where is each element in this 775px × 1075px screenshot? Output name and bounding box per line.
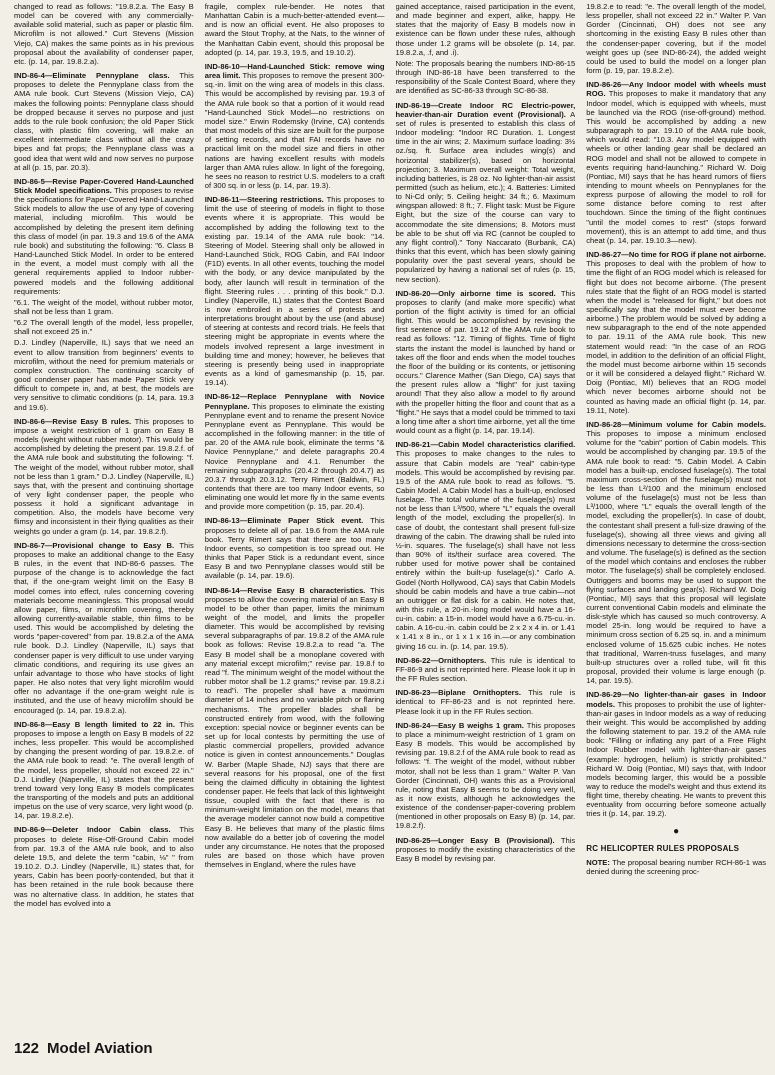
body-paragraph: Note: The proposals bearing the numbers IND-86-15 through IND-86-18 have been transferred to the responsibility of the Scale Contest Board, where they are identified as SC-86-33 through SC-86-38. (395, 58, 576, 96)
proposal-title: IND-86-25—Longer Easy B (Provisional). (395, 835, 555, 845)
proposal-title: IND-86-12—Replace Pennyplane with Novice Pennyplane. (204, 392, 385, 411)
proposal-paragraph (205, 392, 385, 511)
proposal-body: This proposes to limit the use of steering of models in flight to those events where it is appropriate. This would be accomplished by adding the following text to the existing par. 19.14 of the AMA rule book: "14. Steering of Model. Steering shall only be allowed in Hand-Launched Stick, ROG Cabin, and FAI Indoor (F1D) events. In all other events, touching the model with the body, or any device manipulated by the body, after launch will result in termination of the flight. Steering rules . . . printing of this book." D.J. Lindley (Naperville, IL) states that the Contest Board is now embroiled in a series of protests and interpretations brought about by the use (and abuse) of steering at contests and record trials. He feels that steering might be appropriate in events where the models involved represent a large investment in building time and money; however, he believes that steering is presently being used in inappropriate events as a kind of gamesmanship (p. 15, par. 19.14). (204, 195, 385, 388)
proposal-body: This proposes to make changes to the rules to assure that Cabin models are "real" cabin-type models. This would be accomplished by revising par. 19.5 of the AMA rule book to read as follows. "5. Cabin Model. A Cabin Model has a built-up, enclosed fuselage. The total volume of the fuselage(s) must not be less than L³/500, where "L" equals the overall length of the model, excluding the propeller(s). In case of doubt, the contestant shall present full-size drawing of the cabin. The drawing shall be ruled into ½-in. squares. The fuselage(s) shall have not less than 90% of its/their surface area covered. The rubber used for motive power shall be contained entirely within the built-up fuselage(s)." Carlo A. Godel (North Hollywood, CA) says that Cabin Models should be cabin models and have a true cabin—not an outrigger or flat disk for a cabin. He notes that, with this rule, a 20-in.-long model would have a 16-cu-in. cabin: a 15-in. model would have a 6.75-cu.-in. cabin. A 16-cu.-in. cabin could be 2 x 2 x 4 in. or 1.41 x 1.41 x 8 in., or 1 x 1 x 16 in.—or any combination giving 16 cu. in. (p. 14, par. 19.5). (395, 449, 576, 651)
proposal-paragraph (586, 690, 766, 818)
proposal-title: IND-86-9—Deleter Indoor Cabin class. (14, 825, 171, 835)
proposal-paragraph (396, 101, 576, 284)
proposal-body: This proposes to delete the Pennyplane class from the AMA rule book. Curt Stevens (Mission Viejo, CA) makes the following points: Pennyplane class should be dropped because it serves no purpose and just adds to the rule book confusion; the old Paper Stick class, with plastic film covering, will make an excellent intermediate class without all the crazy bipes and fat props; the Pennyplane class was a good idea that went wild and now serves no purpose at all (p. 15, par. 20.3). (14, 71, 194, 172)
proposal-paragraph (205, 516, 385, 580)
proposal-title: IND-86-27—No time for ROG if plane not airborne. (586, 250, 766, 260)
proposal-title: IND-86-10—Hand-Launched Stick: remove wing area limit. (204, 61, 385, 81)
body-paragraph: gained acceptance, raised participation in the event, and made beginner and expert, alike, happy. He states that the majority of Easy B models now in existence can be flown under these rules, although those under 1.2 grams will be obsolete (p. 14, par. 19.8.2.a, .f, and .i). (395, 2, 576, 57)
proposal-paragraph (14, 825, 194, 907)
body-paragraph: D.J. Lindley (Naperville, IL) says that we need an event to allow transition from beginners' events to microfilm, without the need for premium materials or complex construction. The continuing scarcity of good condenser paper has made Paper Stick very difficult to compete in, and, at best, the models are very sensitive to climatic conditions (p. 14, para. 19.3 and 19.6). (14, 338, 194, 412)
proposal-body: This proposes to delete all of par. 19.6 from the AMA rule book. Terry Rimert says that there are too many Indoor events, so competition is too spread out. He thinks that Paper Stick is a redundant event, since Easy B and two Pennyplane classes would still be available (p. 14, par. 19.6). (204, 516, 385, 581)
proposal-paragraph (205, 62, 385, 190)
proposal-title: IND-86-28—Minimum volume for Cabin models. (586, 419, 766, 429)
proposal-title: IND-86-14—Revise Easy B characteristics. (204, 585, 366, 595)
proposal-paragraph (396, 688, 576, 715)
page-number: 122 (14, 1039, 40, 1057)
proposal-body: This rule is identical to FF-86-9 and is not reprinted here. Please look it up in the FF Rules section. (395, 655, 576, 684)
section-separator-bullet: ● (673, 825, 680, 837)
proposal-title: IND-86-24—Easy B weighs 1 gram. (395, 720, 524, 730)
body-paragraph: "6.2 The overall length of the model, less propeller, shall not exceed 25 in." (14, 318, 194, 337)
proposal-paragraph (14, 417, 194, 536)
proposal-title: IND-86-5—Revise Paper-Covered Hand-Launched Stick Model specifications. (14, 176, 194, 195)
proposal-paragraph (396, 721, 576, 831)
proposal-body: This proposes to prohibit the use of lighter-than-air gases in Indoor models as a way of reducing their weight. This would be accomplished by adding the following statement to par. 19.2 of the AMA rule book: "Filling or inflating any part of a Free Flight Indoor Rubber model with lighter-than-air gases (example: hydrogen, helium) is strictly prohibited." Richard W. Doig (Pontiac, MI) says that, with Indoor models becoming larger, this would be a possible way to reduce the model's weight and thus extend its flight time, thereby cheating. He wants to prevent this eventuality from occurring before someone actually tries it (p. 14, par. 19.2). (586, 699, 766, 819)
proposal-body: This proposes to deal with the problem of how to time the flight of an ROG model which is released for flight but does not become airborne. (The present rules state that the flight of an ROG model is started when the model is "released for flight," but does not specifically say that the model must ever become airborne.) The problem would be solved by adding a new subparagraph to the end of the note appended to par. 19.11 of the AMA rule book. This new statement would read: "In the case of an ROG model, in addition to the definition of an official Flight, the model must become airborne within 15 seconds or it will be considered a delayed flight." Richard W. Doig (Pontiac, MI) believes that an ROG model which never becomes airborne should not be counted as having made an official flight (p. 14, par. 19.11, Note). (586, 259, 766, 415)
proposal-paragraph (14, 71, 194, 172)
proposal-title: IND-86-29—No lighter-than-air gases in Indoor models. (586, 690, 766, 709)
proposal-paragraph (586, 250, 766, 415)
proposal-body: This proposes to impose a length on Easy B models of 22 inches, less propeller. This would be accomplished by changing the present wording of par. 19.8.2.e. of the AMA rule book to read: "e. The overall length of the model, less propeller, should not exceed 22 in." D.J. Lindley (Naperville, IL) states that the present trend toward very long Easy B models complicates the transporting of the models and puts an additional impetus on the use of very scarce, very light wood (p. 14, par. 19.8.2.e). (14, 719, 194, 821)
proposal-body: This rule is identical to FF-86-23 and is not reprinted here. Please look it up in the FF Rules section. (395, 688, 576, 716)
proposal-title: IND-86-13—Eliminate Paper Stick event. (204, 516, 364, 526)
proposal-paragraph (396, 656, 576, 683)
proposal-body: This proposes to make an additional change to the Easy B rules, in the event that IND-86-6 passes. The purpose of the change is to acknowledge the fact that, if the one-gram weight limit on the Easy B model comes into effect, rules concerning covering materials become meaningless. This proposal would allow paper, films, or microfilm covering, thereby allowing currently-available stable, thin films to be used. This would be accomplished by deleting the words "paper-covered" from par. 19.8.2.a of the AMA rule book. D.J. Lindley (Naperville, IL) says that condenser paper is very difficult to use under varying climatic conditions, and requiring its use gives an unfair advantage to those who have stocks of light paper. He also notes that very light microfilm would offer no advantage if the one-gram weight rule is instituted, and the use of heavy microfilm should be encouraged (p. 14, par. 19.8.2.a). (14, 540, 194, 715)
proposal-paragraph (205, 195, 385, 387)
proposal-title: NOTE: (586, 857, 610, 867)
proposal-paragraph (586, 858, 766, 876)
proposal-title: IND-86-19—Create Indoor RC Electric-power, heavier-than-air Duration event (Provisional). (395, 100, 576, 119)
proposal-body: This proposes to clarify (and make more specific) what portion of the flight activity is timed for an official flight. This would be accomplished by revising the first sentence of par. 19.12 of the AMA rule book to read as follows: "12. Timing of flights. Time of flight starts the instant the model is launched by hand or takes off the floor and ends when the model touches the floor of the building or its contents, or jettisoning occurs." Clarence Mather (San Diego, CA) says that the present rules allow a "flight" for just taxiing around! That they also allow a model to fly around with the propeller hitting the floor and count that as a "flight." He says that a model could be trimmed to taxi a long time after a short time airborne, yet all the time would count as a flight (p. 14, par. 19.14). (395, 288, 576, 436)
body-paragraph: "6.1. The weight of the model, without rubber motor, shall not be less than 1 gram. (14, 297, 194, 316)
page-footer (14, 1036, 766, 1060)
article-page (14, 2, 766, 1036)
proposal-body: This proposes to revise the specifications for Paper-Covered Hand-Launched Stick models to allow the use of any type of covering material, including microfilm. This would be accomplished by deleting the present item defining this class of model (in par. 19.3 and 19.6 of the AMA rule book) and substituting the following: "6. Class B Hand-Launched Stick Model. In order to be entered in the event, a model must comply with all the general requirements applied to Indoor rubber-powered models and the following additional requirements: (14, 185, 194, 296)
proposal-body: This proposes to eliminate the existing Pennyplane event and to rename the present Novice Pennyplane event as Pennyplane. This would be accomplished in the following manner: in the title of par. 20 of the AMA rule book, eliminate the terms "& Novice Pennyplane," and delete paragraphs 20.4 Novice Pennyplane and 4.1. Renumber the remaining subparagraphs (20.4.2 through 20.4.7) as 20.3.7 through 20.3.12. Terry Rimert (Baldwin, FL) contends that there are too many Indoor events, so eliminating one would let more fly in the same events and provide more competition (p. 15, par. 20.4). (204, 401, 385, 512)
proposal-paragraph (205, 586, 385, 870)
proposal-body: This proposes to impose a minimum enclosed volume for the "cabin" portion of Cabin models. This would be accomplished by changing par. 19.5 of the AMA rule book to read: "5. Cabin Model. A Cabin model has a built-up, enclosed fuselage(s). The total maximum cross-section of the fuselage(s) must not be less than L²/100 and the minimum enclosed volume of the fuselage(s) must not be less than L³/1000, where "L" equals the overall length of the model, excluding the propeller(s). In case of doubt, the contestant shall present a full-size drawing of the fuselage(s), showing all three views and giving all dimensions necessary to determine the cross-section and volume. The fuselage(s) is defined as the section of the model which contains and encloses the rubber motor. The fuselage(s) shall be completely enclosed. Outriggers and booms may be used to support the flying surfaces and landing gear(s). Richard W. Doig (Pontiac, MI) says that this proposal will legislate current conventional Cabin models and eliminate the disk-style which has caused so much controversy. A model 25-in. long would be required to have a minimum cross section of 6.25 sq. in. and a minimum enclosed volume of 15.625 cubic inches. He notes that traditional, Warren-truss fuselages, and many built-up structures over a rolled tube, will fit this proposal, provided their volume is large enough (p. 14, par. 19.5). (586, 429, 766, 686)
text-column-3 (396, 2, 576, 1036)
proposal-paragraph (586, 80, 766, 245)
proposal-body: This proposes to impose a weight restriction of 1 gram on Easy B models (weight without rubber motor). This would be accomplished by deleting the present par. 19.8.2.f. of the AMA rule book and substituting the following: "f. The weight of the model, without rubber motor, shall not be less than 1 gram." D.J. Lindley (Naperville, IL) says that, with the present and continuing shortage of very light condenser paper, the people who possess it hold a significant advantage in competition. Also, the models have become very flimsy and inconsistent in their flying qualities as their weights go under a gram (p. 14, par. 19.8.2.f). (14, 416, 194, 536)
text-column-1 (14, 2, 194, 1036)
proposal-paragraph (14, 541, 194, 715)
proposal-paragraph (586, 420, 766, 686)
proposal-paragraph (14, 720, 194, 821)
proposal-body: This proposes to delete Rise-Off-Ground Cabin model from par. 19.3 of the AMA rule book, and to also delete 19.5, and delete the term "cabin, ⅛" " from 19.10.2. D.J. Lindley (Naperville, IL) states that, for years, Cabin has been poorly-contended, but that it has been retained in the rule book because there was no alternative class. In addition, he states that the model has evolved into a (14, 825, 194, 908)
proposal-body: This proposes to place a minimum-weight restriction of 1 gram on Easy B models. This would be accomplished by revising par. 19.8.2.f of the AMA rule book to read as follows: "f. The weight of the model, without rubber motor, shall not be less than 1 gram." Walter P. Van Gorder (Cincinnati, OH) wants this as a Provisional rule, noting that Easy B seems to be doing very well, as it now exists, although he acknowledges the existence of the condenser-paper-covering problem (mentioned in other proposals on Easy B) (p. 14, par. 19.8.2.f). (395, 720, 576, 831)
publication-name: Model Aviation (47, 1039, 153, 1057)
text-column-4 (586, 2, 766, 1036)
section-heading: RC HELICOPTER RULES PROPOSALS (586, 843, 740, 853)
proposal-paragraph (396, 836, 576, 863)
proposal-body: This proposes to allow the covering material of an Easy B model to be other than paper, limits the minimum weight of the model, and limits the propeller diameter. This would be accomplished by revising several subparagraphs of par. 19.8.2 of the AMA rule book as follows: Revise 19.8.2.a to read "a. The Easy B model shall be a monoplane covered with any material except microfilm;" revise par. 19.8.f to read "f. The minimum weight of the model without the rubber motor shall be 1.2 grams;" revise par. 19.8.2.i to read"i. The propeller shall have a maximum diameter of 14 inches and no variable pitch or flaring mechanisms. The propeller blades shall be constructed entirely from wood, with the following exception: special novice or beginner events can be set up for local contests by permitting the use of plastic commercial propellers, provided advance notice is given in contest announcements." Douglas W. Barber (Maple Shade, NJ) says that there are several reasons for his proposal, one of the first being the claimed difficulty in obtaining the lightest condenser paper. He feels that lack of this lightweight tissue, coupled with the fact that there is no minimum-weight limitation on the model, means that the average modeler cannot now build a competitive Easy B. He believes that many of the plastic films now available do a better job of covering the model under any circumstance. He notes that the proposed rules are based on those which have proven themselves in England, where the rules have (204, 585, 385, 870)
proposal-title: IND-86-22—Ornithopters. (395, 655, 487, 665)
proposal-body: This proposes to make it mandatory that any Indoor model, which is equipped with wheels, must be launched via the ROG (rise-off-ground) method. This would be accomplished by adding a new subparagraph to par. 19.10 of the AMA rule book, which would read: "10.3. Any model equipped with wheels or other landing gear shall be declared an ROG model and shall not be allowed to compete in events requiring hand-launching." Richard W. Doig (Pontiac, MI) says that he has heard rumors of fliers intending to mount wheels on Pennyplanes for the express purpose of allowing the model to roll for some distance before coming to rest after touchdown. Since the timing of the flight continues "until the model comes to rest" (stops forward movement), this is an attempt to add time, and thus cheat (p. 14, par. 19.10.3—new). (586, 89, 766, 245)
proposal-body: A set of rules is presented to establish this class of Indoor modeling: "Indoor RC Duration. 1. Longest time in the air wins; 2. Maximum surface loading: 3½ oz./sq. ft. Surface area includes wing(s) and horizontal stabilizer(s), based on horizontal projection; 3. Maximum overall weight: Total weight, including batteries, is 28 oz. No lighter-than-air assist permitted (such as helium, etc.); 4. Batteries: Limited to Ni-Cd only; 5. Ceiling height: 34 ft.; 6. Maximum wingspan allowed: 8 ft.; 7. Flight task: Must be Figure Eight, but the size of the course can vary to accommodate the site dimensions; 8. Motors must be able to be shut off via RC (cannot be coupled to any flight control)." Tony Naccarato (Burbank, CA) thinks that this event, which has been slowly gaining popularity over the past several years, should be popularized by having a national set of rules (p. 15, new section). (395, 109, 576, 284)
proposal-title: IND-86-20—Only airborne time is scored. (395, 288, 556, 298)
proposal-paragraph (14, 177, 194, 296)
body-paragraph: changed to read as follows: "19.8.2.a. The Easy B model can be covered with any commercially-available solid material, such as paper or plastic film. Microfilm is not allowed." Curt Stevens (Mission Viejo, CA) makes the same points as in his previous proposal about the availability of condenser paper, etc. (p. 14, par. 19.8.2.a). (14, 2, 194, 66)
proposal-body: The proposal bearing number RCH-86-1 was denied during the screening proc- (586, 857, 766, 877)
proposal-paragraph (396, 289, 576, 436)
proposal-paragraph (396, 440, 576, 651)
proposal-body: This proposes to remove the present 300-sq.-in. limit on the wing area of models in this class. This would be accomplished by revising par. 19.3 of the AMA rule book so that a portion of it would read "Hand-Launched Stick Model—no restrictions on model size." Erwin Rodemsky (Irvine, CA) contends that most models of this size are built for the purpose of setting records, and that FAI records have no practical limit on the model size and fliers in other nations are having excellent results with models larger than AMA rules allow. In light of the foregoing, he sees no reason to restrict U.S. modelers to a craft of 300 sq. in or less (p. 14, par. 19.3). (204, 71, 385, 190)
proposal-title: IND-86-7—Provisional change to Easy B. (14, 540, 175, 550)
proposal-title: IND-86-4—Eliminate Pennyplane class. (14, 71, 170, 81)
body-paragraph: 19.8.2.e to read: "e. The overall length of the model, less propeller, shall not exceed 22 in." Walter P. Van Gorder (Cincinnati, OH) does not see any shortcoming in the existing Easy B rules other than the condenser-paper covering, but if the model weight goes up (see IND-86-24), the added weight could be used to build the model on a longer plan form (p. 19, par. 19.8.2.e). (586, 2, 766, 76)
proposal-title: IND-86-23—Biplane Ornithopters. (395, 688, 521, 698)
body-paragraph: fragile, complex rule-bender. He notes that Manhattan Cabin is a much-better-attended event—and is now an official event. He also proposes to award the Stout Trophy, at the Nats, to the winner of the Manhattan Cabin event, should this proposal be adopted (p. 14, par. 19.3, 19.5, and 19.10.2). (204, 2, 385, 57)
proposal-title: IND-86-21—Cabin Model characteristics clarified. (395, 440, 576, 450)
proposal-title: IND-86-11—Steering restrictions. (204, 195, 324, 205)
proposal-body: This proposes to modify the existing characteristics of the Easy B model by revising par. (395, 835, 576, 863)
proposal-title: IND-86-8—Easy B length limited to 22 in. (14, 719, 175, 729)
proposal-title: IND-86-26—Any Indoor model with wheels must ROG. (586, 80, 766, 99)
text-column-2 (205, 2, 385, 1036)
proposal-title: IND-86-6—Revise Easy B rules. (14, 416, 132, 426)
